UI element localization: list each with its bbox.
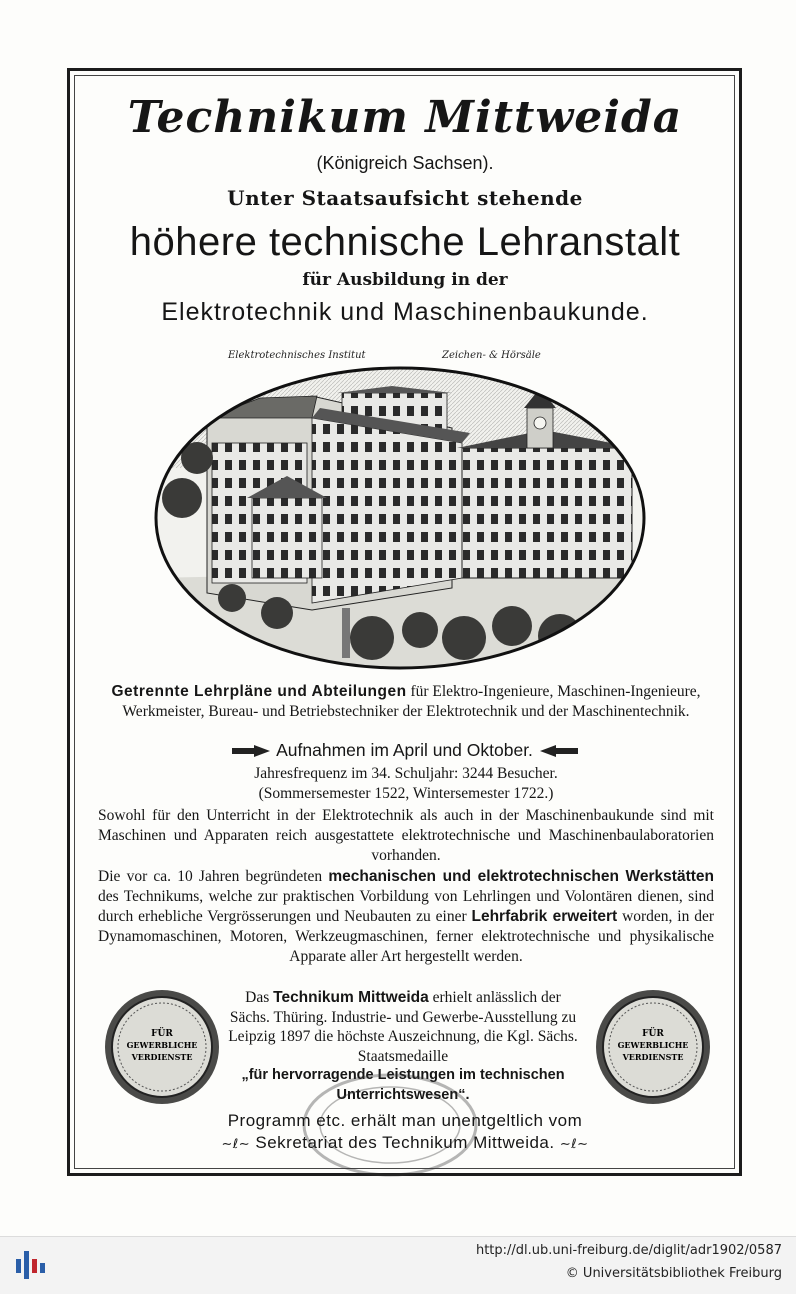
semesters-text: (Sommersemester 1522, Wintersemester 1722.) [258, 785, 554, 802]
pointing-hand-right-icon [232, 744, 272, 758]
university-library-logo-icon [14, 1247, 48, 1281]
ad-fields: Elektrotechnik und Maschinenbaukunde. [161, 298, 649, 326]
medal-left [103, 988, 221, 1106]
award-text-a: Das [245, 989, 274, 1006]
award-highlight: Technikum Mittweida [273, 989, 429, 1006]
curricula-paragraph [98, 682, 714, 722]
admission-line [80, 740, 730, 761]
ad-purpose: für Ausbildung in der [302, 270, 508, 290]
frequency-text: Jahresfrequenz im 34. Schuljahr: 3244 Besucher. [254, 765, 558, 782]
medal-left-line2: GEWERBLICHE [126, 1040, 198, 1050]
pointing-hand-left-icon [538, 744, 578, 758]
workshops-paragraph [98, 867, 714, 967]
medal-left-line3: VERDIENSTE [131, 1052, 193, 1062]
flourish-left-icon: ∼ℓ∼ [221, 1137, 251, 1152]
medal-right-line1: FÜR [642, 1029, 664, 1039]
curricula-text: für Elektro-Ingenieure, Maschinen-Ingenieure, Werkmeister, Bureau- und Betriebstechniker der Elektrotechnik und der Maschinentechnik. [122, 683, 701, 720]
award-text-c: erhielt anlässlich der Sächs. Thüring. Industrie- und Gewerbe-Ausstellung zu Leipzig 1897 die höchste Auszeichnung, die Kgl. Sächs. Staatsmedaille [228, 989, 578, 1065]
building-illustration [152, 348, 648, 678]
admission-text: Aufnahmen im April und Oktober. [276, 740, 533, 760]
ad-supervision: Unter Staatsaufsicht stehende [227, 186, 583, 210]
workshops-highlight: mechanischen und elektrotechnischen Werkstätten [328, 868, 714, 885]
illustration-label-left: Elektrotechnisches Institut [228, 350, 366, 361]
frequency-block [98, 764, 714, 804]
workshops-text-e: worden, in der Dynamomaschinen, Motoren, Werkzeugmaschinen, ferner elektrotechnische und physikalische Apparate aller Art hergestellt werden. [98, 908, 715, 965]
medal-right-line2: GEWERBLICHE [617, 1040, 689, 1050]
workshops-text-c: des Technikums, welche zur praktischen Vorbildung von Lehrlingen und Volontären dienen, sind durch erhebliche Vergrösserungen und Neubauten zu einer [98, 888, 714, 925]
copyright-notice: © Universitätsbibliothek Freiburg [565, 1266, 782, 1281]
medal-left-line1: FÜR [151, 1029, 173, 1039]
award-quote: „für hervorragende Leistungen im technischen Unterrichtswesen“. [241, 1067, 565, 1103]
medal-right-line3: VERDIENSTE [622, 1052, 684, 1062]
labs-paragraph: Sowohl für den Unterricht in der Elektrotechnik als auch in der Maschinenbaukunde sind mit Maschinen und Apparaten reich ausgestattete elektrotechnische und Maschinenbaulaboratorien vorhanden. [98, 807, 714, 864]
program-line-2: Sekretariat des Technikum Mittweida. [255, 1133, 555, 1152]
lehrfabrik-highlight: Lehrfabrik erweitert [471, 908, 618, 925]
permalink[interactable]: http://dl.ub.uni-freiburg.de/diglit/adr1902/0587 [475, 1243, 782, 1258]
program-line-1: Programm etc. erhält man unentgeltlich vom [227, 1111, 583, 1130]
flourish-right-icon: ∼ℓ∼ [559, 1137, 589, 1152]
program-block [80, 1110, 730, 1156]
ad-institution: höhere technische Lehranstalt [129, 220, 681, 264]
ad-subtitle: (Königreich Sachsen). [316, 153, 494, 173]
curricula-lead: Getrennte Lehrpläne und Abteilungen [111, 683, 407, 700]
workshops-text-a: Die vor ca. 10 Jahren begründeten [98, 868, 329, 885]
ad-title: Technikum Mittweida [127, 92, 683, 143]
illustration-label-right: Zeichen- & Hörsäle [442, 350, 541, 361]
medal-right [594, 988, 712, 1106]
